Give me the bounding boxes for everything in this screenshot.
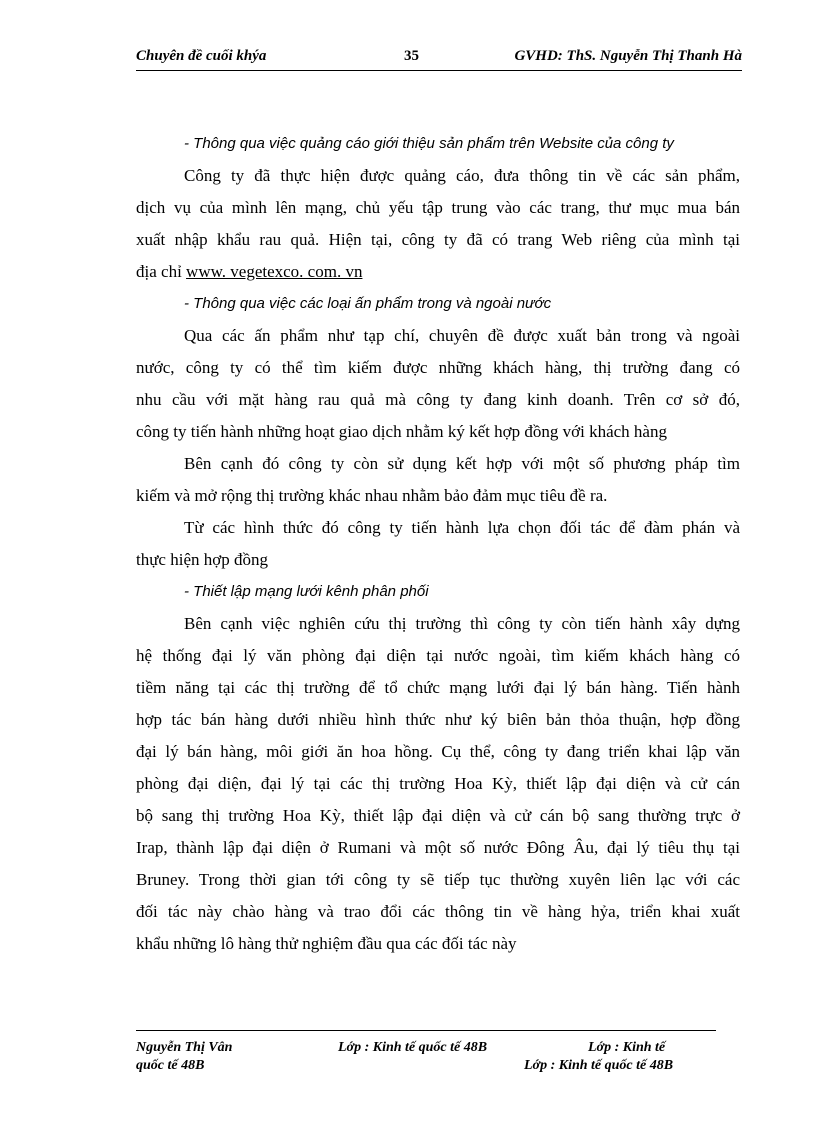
header-divider bbox=[136, 70, 742, 71]
paragraph-line: bộ sang thị trường Hoa Kỳ, thiết lập đại diện và cử cán bộ sang thường trực ở bbox=[136, 806, 740, 825]
header-document-title: Chuyên đề cuối khýa bbox=[136, 48, 267, 64]
page-header bbox=[136, 48, 742, 72]
paragraph-line: hệ thống đại lý văn phòng đại diện tại nước ngoài, tìm kiếm khách hàng có bbox=[136, 646, 740, 665]
address-label: địa chỉ bbox=[136, 262, 187, 281]
paragraph-line: đại lý bán hàng, môi giới ăn hoa hồng. Cụ thể, công ty đang triển khai lập văn bbox=[136, 742, 740, 761]
paragraph-line: Bruney. Trong thời gian tới công ty sẽ tiếp tục thường xuyên liên lạc với các bbox=[136, 870, 740, 889]
paragraph-line: công ty tiến hành những hoạt giao dịch nhằm ký kết hợp đồng với khách hàng bbox=[136, 422, 667, 441]
paragraph-line: nhu cầu với mặt hàng rau quả mà công ty đang kinh doanh. Trên cơ sở đó, bbox=[136, 390, 740, 409]
document-body bbox=[136, 128, 740, 960]
paragraph-line: Bên cạnh việc nghiên cứu thị trường thì công ty còn tiến hành xây dựng bbox=[184, 614, 740, 633]
paragraph-line: Bên cạnh đó công ty còn sử dụng kết hợp với một số phương pháp tìm bbox=[184, 454, 740, 473]
paragraph-line: Công ty đã thực hiện được quảng cáo, đưa thông tin về các sản phẩm, bbox=[184, 166, 740, 185]
paragraph-line: đối tác này chào hàng và trao đổi các thông tin về hàng hỷa, triển khai xuất bbox=[136, 902, 740, 921]
subheading-publications: - Thông qua việc các loại ấn phẩm trong và ngoài nước bbox=[184, 295, 552, 312]
paragraph-line bbox=[136, 256, 740, 288]
paragraph-line: thực hiện hợp đồng bbox=[136, 550, 268, 569]
subheading-website: - Thông qua việc quảng cáo giới thiệu sản phẩm trên Website của công ty bbox=[184, 135, 674, 152]
paragraph-line: tiềm năng tại các thị trường để tổ chức mạng lưới đại lý bán hàng. Tiến hành bbox=[136, 678, 740, 697]
paragraph-line: khẩu những lô hàng thử nghiệm đầu qua các đối tác này bbox=[136, 934, 517, 953]
paragraph-line: Từ các hình thức đó công ty tiến hành lựa chọn đối tác để đàm phán và bbox=[184, 518, 740, 537]
footer-author: Nguyễn Thị Vân bbox=[136, 1040, 233, 1055]
paragraph-line: kiếm và mở rộng thị trường khác nhau nhằm bảo đảm mục tiêu đề ra. bbox=[136, 486, 608, 505]
paragraph-line: dịch vụ của mình lên mạng, chủ yếu tập trung vào các trang, thư mục mua bán bbox=[136, 198, 740, 217]
page-number: 35 bbox=[404, 48, 419, 64]
paragraph-line: Irap, thành lập đại diện ở Rumani và một số nước Đông Âu, đại lý tiêu thụ tại bbox=[136, 838, 740, 857]
paragraph-line: phòng đại diện, đại lý tại các thị trường Hoa Kỳ, thiết lập đại diện và cử cán bbox=[136, 774, 740, 793]
subheading-distribution: - Thiết lập mạng lưới kênh phân phối bbox=[184, 583, 429, 600]
paragraph-line: Qua các ấn phẩm như tạp chí, chuyên đề được xuất bản trong và ngoài bbox=[184, 326, 740, 345]
footer-divider bbox=[136, 1030, 716, 1031]
website-link[interactable]: www. vegetexco. com. vn bbox=[186, 262, 363, 281]
header-advisor: GVHD: ThS. Nguyễn Thị Thanh Hà bbox=[514, 48, 742, 64]
footer-class: Lớp : Kinh tế quốc tế 48B bbox=[338, 1040, 488, 1055]
paragraph-line: hợp tác bán hàng dưới nhiều hình thức như ký biên bản thỏa thuận, hợp đồng bbox=[136, 710, 740, 729]
paragraph-line: nước, công ty có thể tìm kiếm được những khách hàng, thị trường đang có bbox=[136, 358, 740, 377]
paragraph-line: xuất nhập khẩu rau quả. Hiện tại, công ty đã có trang Web riêng của mình tại bbox=[136, 230, 740, 249]
footer-author-continued: quốc tế 48B bbox=[136, 1058, 205, 1073]
footer-class-partial: Lớp : Kinh tế bbox=[588, 1040, 666, 1055]
footer-class-repeat: Lớp : Kinh tế quốc tế 48B bbox=[524, 1058, 674, 1073]
